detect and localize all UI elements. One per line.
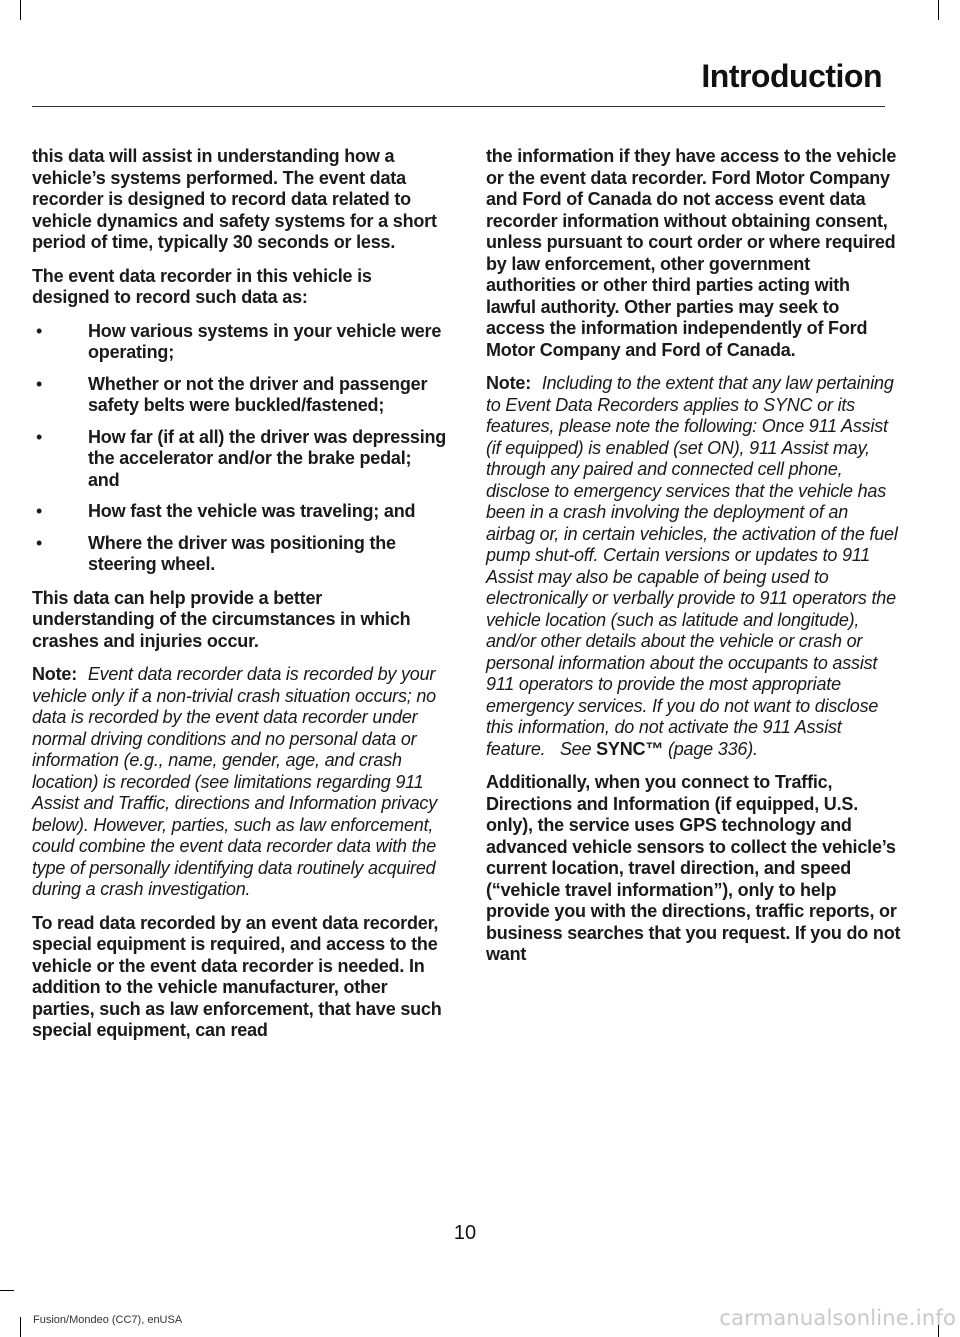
page-title: Introduction [701,58,882,94]
crop-mark-bottom-left-v [20,1317,21,1337]
list-item [32,374,447,417]
note [32,664,447,901]
bullet-icon: • [36,320,43,341]
paragraph: This data can help provide a better understanding of the circumstances in which crashes and injuries occur. [32,587,411,651]
list-item [32,501,447,523]
bullet-icon: • [36,373,43,394]
paragraph: To read data recorded by an event data recorder, special equipment is required, and access to the vehicle or the event data recorder is needed. In addition to the vehicle manufacturer, other parties, such as law enforcement, that have such special equipment, can read [32,912,442,1040]
list-item [32,533,447,576]
bullet-list [32,321,447,576]
list-item-text: Where the driver was positioning the steering wheel. [88,532,396,574]
list-item-text: How far (if at all) the driver was depressing the accelerator and/or the brake pedal; and [88,426,447,490]
page-number: 10 [453,1222,477,1244]
see-prefix: See [559,738,592,759]
right-column [486,146,901,978]
bullet-icon: • [36,426,43,447]
note-text: Including to the extent that any law pertaining to Event Data Recorders applies to SYNC or its features, please note the following: Once 911 Assist (if equipped) is enabled (set ON), 911 Assist may, through any paired and connected cell phone, disclose to emergency services that the vehicle has been in a crash involving the deployment of an airbag or, in certain vehicles, the activation of the fuel pump shut-off. Certain versions or updates to 911 Assist may also be capable of being used to electronically or verbally provide to 911 operators the vehicle location (such as latitude and longitude), and/or other details about the vehicle or crash or personal information about the occupants to assist 911 operators to provide the most appropriate emergency services. If you do not want to disclose this information, do not activate the 911 Assist feature. [486,373,898,759]
paragraph: this data will assist in understanding how a vehicle’s systems performed. The event data recorder is designed to record data related to vehicle dynamics and safety systems for a short period of time, typically 30 seconds or less. [32,146,437,252]
page-reference: (page 336). [667,738,758,759]
cross-reference-link[interactable]: SYNC™ [596,738,664,759]
header-divider [32,106,885,107]
paragraph: The event data recorder in this vehicle is designed to record such data as: [32,265,372,307]
note-label: Note: [486,373,531,393]
list-item [32,321,447,364]
list-item-text: How various systems in your vehicle were operating; [88,320,442,362]
note-text: Event data recorder data is recorded by your vehicle only if a non-trivial crash situation occurs; no data is recorded by the event data recorder under normal driving conditions and no personal data or information (e.g., name, gender, age, and crash location) is recorded (see limitations regarding 911 Assist and Traffic, directions and Information privacy below). However, parties, such as law enforcement, could combine the event data recorder data with the type of personally identifying data routinely acquired during a crash investigation. [32,664,438,899]
list-item [32,427,447,492]
bullet-icon: • [36,532,43,553]
list-item-text: How fast the vehicle was traveling; and [88,501,416,521]
document-id: Fusion/Mondeo (CC7), enUSA [33,1314,183,1326]
crop-mark-top-left-v [20,0,21,20]
note [486,373,901,760]
watermark: carmanualsonline.info [719,1306,956,1330]
paragraph: Additionally, when you connect to Traffic, Directions and Information (if equipped, U.S. only), the service uses GPS technology and advanced vehicle sensors to collect the vehicle’s current location, travel direction, and speed (“vehicle travel information”), only to help provide you with the directions, traffic reports, or business searches that you request. If you do not want [486,772,901,964]
list-item-text: Whether or not the driver and passenger safety belts were buckled/fastened; [88,373,428,415]
crop-mark-left-edge [0,1290,14,1291]
crop-mark-top-right-v [938,0,939,20]
paragraph: the information if they have access to the vehicle or the event data recorder. Ford Motor Company and Ford of Canada do not access event data recorder information without obtaining consent, unless pursuant to court order or where required by law enforcement, other government authorities or other third parties acting with lawful authority. Other parties may seek to access the information independently of Ford Motor Company and Ford of Canada. [486,146,897,360]
bullet-icon: • [36,501,43,521]
note-label: Note: [32,664,77,684]
left-column [32,146,447,1054]
